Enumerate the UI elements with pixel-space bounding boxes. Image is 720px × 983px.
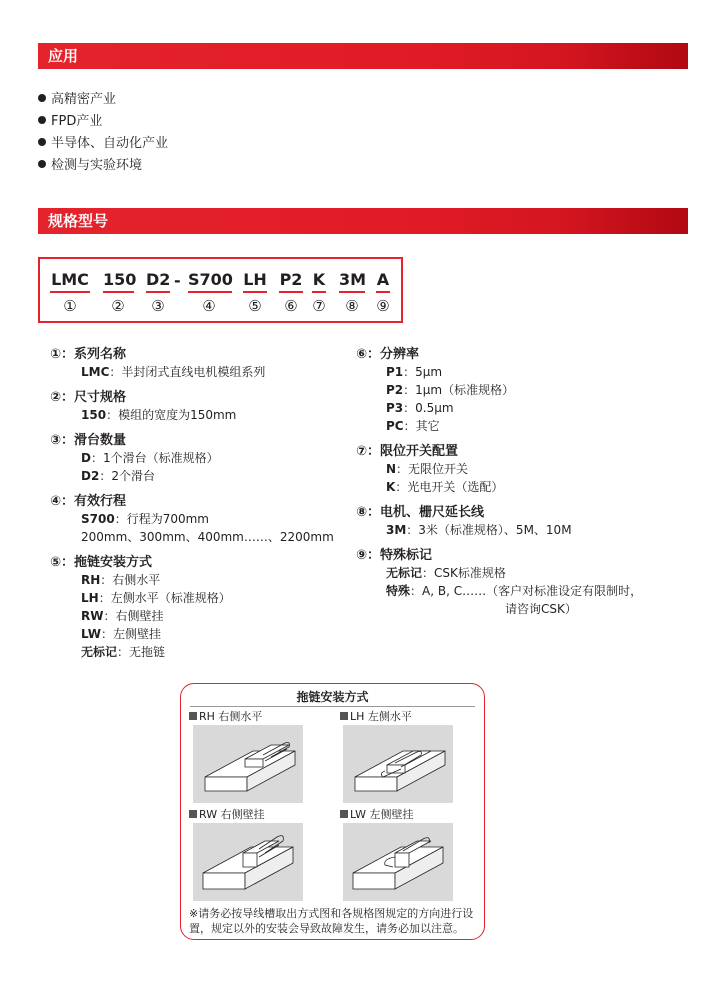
code-part: LH bbox=[243, 271, 267, 289]
code-marker: ⑥ bbox=[284, 297, 298, 315]
code-marker: ④ bbox=[202, 297, 216, 315]
square-icon bbox=[340, 712, 348, 720]
spec-heading: ⑧：电机、栅尺延长线 bbox=[356, 505, 485, 520]
spec-line: 请咨询CSK） bbox=[505, 602, 577, 616]
code-part: D2 bbox=[146, 271, 170, 289]
code-marker: ⑤ bbox=[248, 297, 262, 315]
model-code-box bbox=[38, 257, 403, 323]
spec-line: 特殊：A, B, C……（客户对标准设定有限制时， bbox=[386, 584, 643, 598]
square-icon bbox=[189, 810, 197, 818]
spec-heading: ①：系列名称 bbox=[50, 347, 127, 362]
spec-line: P1：5μm bbox=[386, 365, 443, 379]
spec-heading: ⑥：分辨率 bbox=[356, 347, 420, 362]
spec-heading: ③：滑台数量 bbox=[50, 433, 127, 448]
rw-diagram bbox=[193, 823, 303, 901]
code-part: 150 bbox=[103, 271, 134, 289]
code-part: A bbox=[376, 271, 390, 289]
spec-line: D：1个滑台（标准规格） bbox=[81, 451, 219, 465]
spec-line: D2：2个滑台 bbox=[81, 469, 155, 483]
code-marker: ⑨ bbox=[376, 297, 390, 315]
bullet-item: 高精密产业 bbox=[38, 91, 116, 109]
spec-line: 3M：3米（标准规格）、5M、10M bbox=[386, 523, 572, 537]
lh-diagram bbox=[343, 725, 453, 803]
panel-title: 拖链安装方式 bbox=[296, 690, 369, 704]
code-marker: ③ bbox=[151, 297, 165, 315]
spec-heading: ⑨：特殊标记 bbox=[356, 548, 433, 563]
spec-line: P2：1μm（标准规格） bbox=[386, 383, 515, 397]
spec-line: 150：模组的宽度为150mm bbox=[81, 408, 237, 422]
code-part: S700 bbox=[188, 271, 232, 289]
spec-line: RW：右侧壁挂 bbox=[81, 609, 164, 623]
code-part: LMC bbox=[50, 271, 90, 289]
spec-line: 无标记：无拖链 bbox=[81, 645, 166, 659]
panel-label-rh: RH 右侧水平 bbox=[189, 710, 262, 723]
spec-line: 无标记：CSK标准规格 bbox=[386, 566, 506, 580]
section-title: 规格型号 bbox=[48, 212, 109, 230]
spec-heading: ②：尺寸规格 bbox=[50, 390, 127, 405]
panel-label-rw: RW 右侧壁挂 bbox=[189, 808, 265, 821]
spec-line: RH：右侧水平 bbox=[81, 573, 161, 587]
spec-line: K：光电开关（选配） bbox=[386, 480, 504, 494]
bullet-item: FPD产业 bbox=[38, 113, 102, 131]
code-part: 3M bbox=[339, 271, 365, 289]
code-dash: - bbox=[174, 271, 181, 290]
bullet-dot bbox=[38, 160, 46, 168]
code-part: P2 bbox=[279, 271, 303, 289]
spec-line: S700：行程为700mm bbox=[81, 512, 209, 526]
section-title: 应用 bbox=[48, 47, 79, 65]
spec-line: P3：0.5μm bbox=[386, 401, 454, 415]
lw-diagram bbox=[343, 823, 453, 901]
spec-line: 200mm、300mm、400mm……、2200mm bbox=[81, 530, 334, 544]
square-icon bbox=[189, 712, 197, 720]
code-marker: ② bbox=[111, 297, 125, 315]
bullet-dot bbox=[38, 138, 46, 146]
rh-diagram bbox=[193, 725, 303, 803]
code-marker: ⑦ bbox=[312, 297, 326, 315]
spec-line: LMC：半封闭式直线电机模组系列 bbox=[81, 365, 266, 379]
section-banner-spec bbox=[38, 208, 688, 234]
bullet-dot bbox=[38, 94, 46, 102]
panel-label-lh: LH 左侧水平 bbox=[340, 710, 412, 723]
spec-line: N：无限位开关 bbox=[386, 462, 469, 476]
bullet-item: 半导体、自动化产业 bbox=[38, 135, 168, 153]
cable-chain-panel bbox=[180, 683, 485, 940]
spec-line: LH：左侧水平（标准规格） bbox=[81, 591, 231, 605]
square-icon bbox=[340, 810, 348, 818]
spec-heading: ⑦：限位开关配置 bbox=[356, 444, 459, 459]
panel-label-lw: LW 左侧壁挂 bbox=[340, 808, 414, 821]
panel-note: ※请务必按导线槽取出方式图和各规格图规定的方向进行设 置，规定以外的安装会导致故障发生，请务必加以注意。 bbox=[189, 907, 474, 935]
code-part: K bbox=[312, 271, 326, 289]
section-banner-application bbox=[38, 43, 688, 69]
code-marker: ① bbox=[63, 297, 77, 315]
spec-line: LW：左侧壁挂 bbox=[81, 627, 161, 641]
bullet-item: 检测与实验环境 bbox=[38, 157, 142, 175]
spec-heading: ④：有效行程 bbox=[50, 494, 127, 509]
spec-heading: ⑤：拖链安装方式 bbox=[50, 555, 153, 570]
bullet-dot bbox=[38, 116, 46, 124]
code-marker: ⑧ bbox=[345, 297, 359, 315]
panel-divider bbox=[190, 706, 475, 707]
spec-line: PC：其它 bbox=[386, 419, 440, 433]
